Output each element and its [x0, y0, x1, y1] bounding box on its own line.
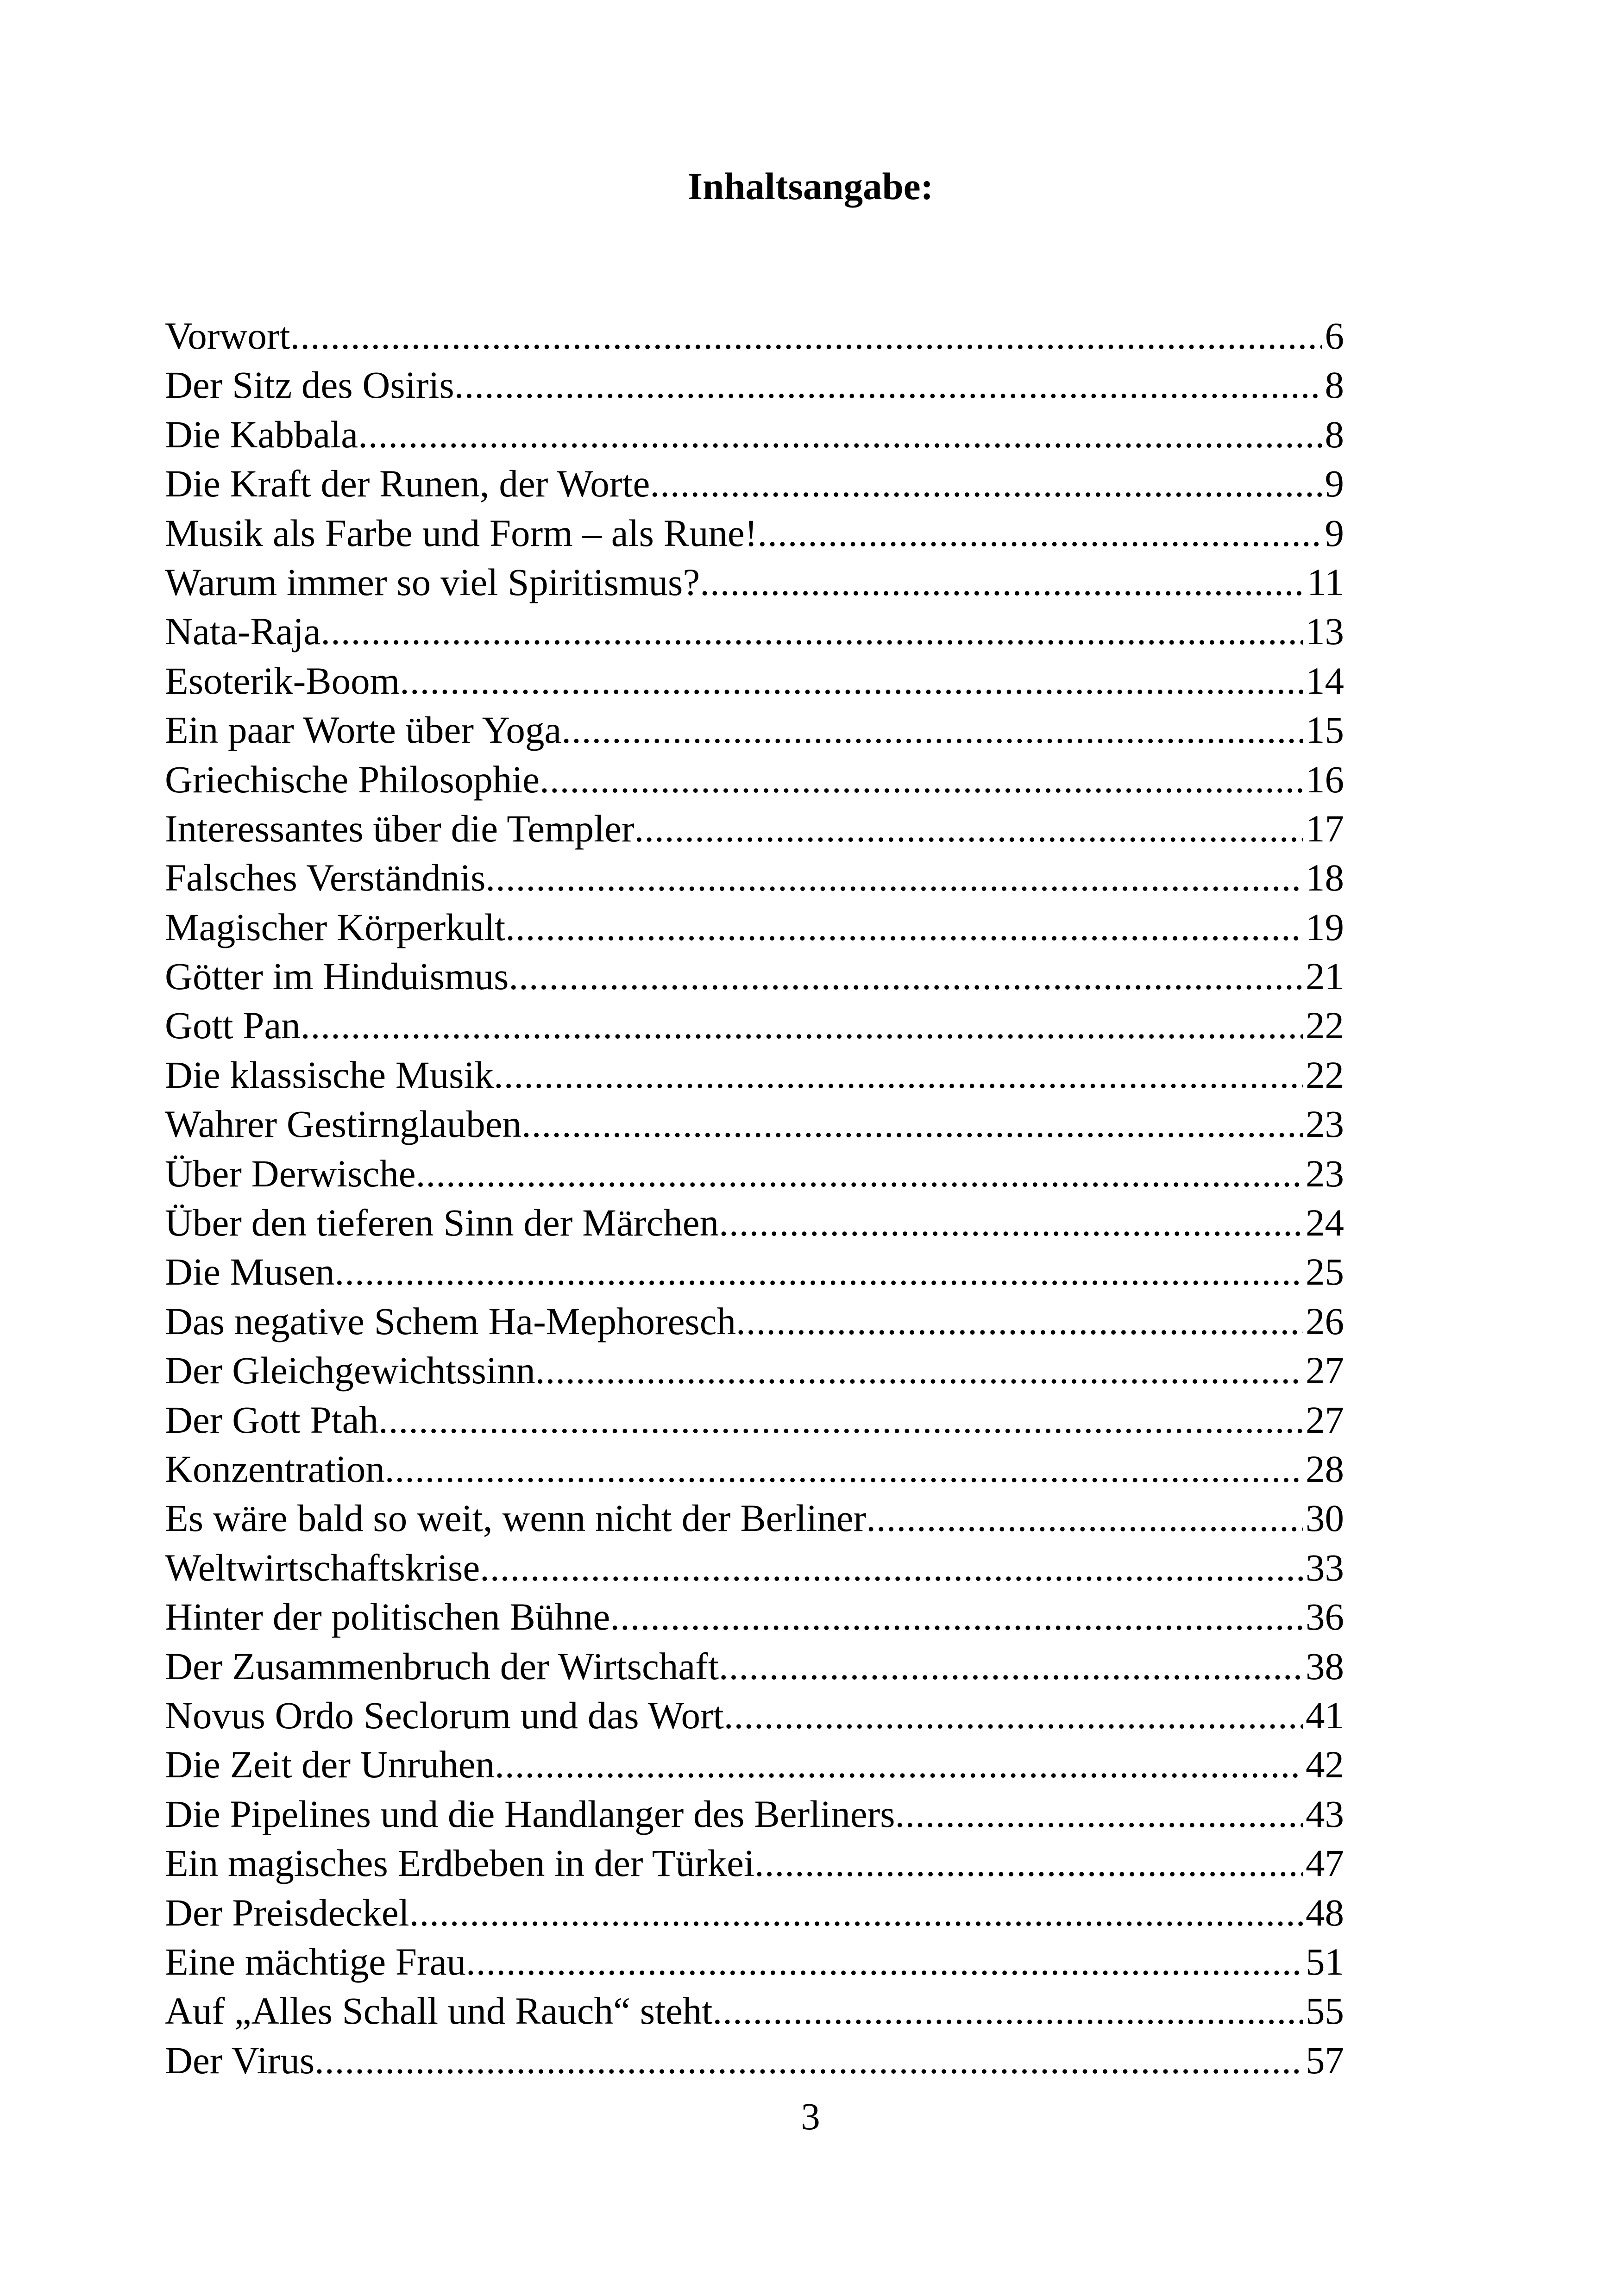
toc-entry	[165, 1789, 1344, 1838]
toc-entry	[165, 1297, 1344, 1346]
toc-dot-leader	[301, 1001, 1303, 1050]
toc-entry	[165, 755, 1344, 804]
page-title: Inhaltsangabe:	[687, 165, 934, 207]
toc-dot-leader	[700, 558, 1304, 607]
toc-entry-page: 19	[1306, 905, 1344, 948]
toc-entry-page: 33	[1306, 1546, 1344, 1589]
toc-entry	[165, 952, 1344, 1001]
toc-entry-page: 43	[1306, 1792, 1344, 1835]
toc-entry-title: Die Pipelines und die Handlanger des Berliners	[165, 1792, 895, 1835]
toc-entry-page: 51	[1306, 1940, 1344, 1983]
toc-dot-leader	[635, 804, 1303, 853]
toc-entry-page: 14	[1306, 659, 1344, 702]
toc-entry-title: Das negative Schem Ha-Mephoresch	[165, 1299, 736, 1342]
toc-entry-page: 13	[1306, 610, 1344, 653]
toc-dot-leader	[866, 1493, 1303, 1543]
toc-dot-leader	[320, 607, 1303, 656]
toc-dot-leader	[358, 410, 1322, 459]
toc-entry-page: 22	[1306, 1004, 1344, 1047]
toc-dot-leader	[505, 903, 1303, 952]
toc-entry-title: Hinter der politischen Bühne	[165, 1595, 610, 1638]
toc-dot-leader	[895, 1789, 1303, 1838]
toc-dot-leader	[535, 1346, 1303, 1395]
toc-dot-leader	[335, 1247, 1303, 1296]
toc-entry	[165, 410, 1344, 459]
toc-entry-page: 36	[1306, 1595, 1344, 1638]
toc-entry-page: 9	[1325, 511, 1344, 554]
toc-entry-page: 55	[1306, 1989, 1344, 2033]
toc-entry-title: Über den tieferen Sinn der Märchen	[165, 1201, 719, 1244]
toc-entry	[165, 2036, 1344, 2085]
toc-entry	[165, 1642, 1344, 1691]
toc-entry-title: Warum immer so viel Spiritismus?	[165, 560, 700, 603]
toc-dot-leader	[485, 853, 1303, 902]
toc-entry-title: Der Gott Ptah	[165, 1398, 379, 1441]
toc-entry-page: 57	[1306, 2039, 1344, 2082]
toc-dot-leader	[400, 656, 1303, 705]
toc-entry-page: 23	[1306, 1152, 1344, 1195]
toc-dot-leader	[385, 1444, 1303, 1493]
toc-entry-page: 26	[1306, 1299, 1344, 1342]
toc-entry	[165, 1838, 1344, 1888]
page-number: 3	[801, 2095, 820, 2138]
toc-entry-title: Der Sitz des Osiris	[165, 364, 454, 407]
toc-entry-title: Esoterik-Boom	[165, 659, 400, 702]
toc-entry	[165, 705, 1344, 754]
toc-entry-page: 48	[1306, 1891, 1344, 1934]
toc-entry-title: Der Preisdeckel	[165, 1891, 409, 1934]
toc-entry-title: Auf „Alles Schall und Rauch“ steht	[165, 1989, 713, 2033]
toc-entry	[165, 1986, 1344, 2035]
toc-entry	[165, 558, 1344, 607]
toc-dot-leader	[754, 1838, 1303, 1888]
toc-entry-title: Die Kraft der Runen, der Worte	[165, 462, 650, 505]
toc-entry	[165, 459, 1344, 508]
toc-entry	[165, 1395, 1344, 1444]
toc-dot-leader	[495, 1740, 1303, 1789]
toc-dot-leader	[719, 1198, 1303, 1247]
toc-entry-page: 9	[1325, 462, 1344, 505]
toc-entry	[165, 1493, 1344, 1543]
toc-entry	[165, 656, 1344, 705]
toc-entry-title: Magischer Körperkult	[165, 905, 506, 948]
toc-entry-page: 23	[1306, 1103, 1344, 1146]
toc-entry-page: 30	[1306, 1497, 1344, 1540]
toc-entry-page: 24	[1306, 1201, 1344, 1244]
toc-entry	[165, 1691, 1344, 1740]
toc-dot-leader	[466, 1937, 1303, 1986]
toc-entry-title: Musik als Farbe und Form – als Rune!	[165, 511, 758, 554]
toc-entry-page: 27	[1306, 1349, 1344, 1392]
toc-entry-title: Die Kabbala	[165, 413, 358, 456]
toc-entry-title: Die Musen	[165, 1250, 335, 1293]
toc-entry-page: 25	[1306, 1250, 1344, 1293]
toc-dot-leader	[540, 755, 1303, 804]
toc-entry	[165, 1937, 1344, 1986]
toc-entry-page: 28	[1306, 1447, 1344, 1490]
toc-dot-leader	[509, 952, 1303, 1001]
toc-entry-page: 22	[1306, 1053, 1344, 1096]
toc-entry-page: 21	[1306, 955, 1344, 998]
toc-entry-title: Der Gleichgewichtssinn	[165, 1349, 535, 1392]
toc-entry-title: Vorwort	[165, 314, 290, 357]
toc-entry	[165, 508, 1344, 558]
toc-dot-leader	[650, 459, 1322, 508]
toc-entry-page: 18	[1306, 856, 1344, 899]
toc-entry-title: Ein paar Worte über Yoga	[165, 709, 562, 752]
toc-entry-title: Konzentration	[165, 1447, 385, 1490]
toc-entry-title: Der Virus	[165, 2039, 315, 2082]
toc-dot-leader	[724, 1691, 1303, 1740]
toc-entry-title: Die klassische Musik	[165, 1053, 494, 1096]
toc-entry-title: Eine mächtige Frau	[165, 1940, 466, 1983]
toc-entry	[165, 1149, 1344, 1198]
toc-entry	[165, 1001, 1344, 1050]
toc-entry-page: 17	[1306, 807, 1344, 850]
toc-entry-title: Wahrer Gestirnglauben	[165, 1103, 521, 1146]
toc-entry	[165, 1099, 1344, 1148]
toc-dot-leader	[736, 1297, 1303, 1346]
toc-entry-title: Griechische Philosophie	[165, 758, 540, 801]
toc-entry-title: Novus Ordo Seclorum und das Wort	[165, 1694, 724, 1737]
toc-entry-page: 41	[1306, 1694, 1344, 1737]
toc-entry-page: 11	[1307, 560, 1344, 603]
toc-entry	[165, 1247, 1344, 1296]
toc-entry	[165, 804, 1344, 853]
toc-dot-leader	[719, 1642, 1303, 1691]
toc-entry	[165, 1198, 1344, 1247]
toc-entry-page: 8	[1325, 413, 1344, 456]
toc-entry-title: Ein magisches Erdbeben in der Türkei	[165, 1842, 755, 1885]
toc-dot-leader	[314, 2036, 1303, 2085]
toc-entry-title: Die Zeit der Unruhen	[165, 1743, 495, 1786]
toc-entry-page: 47	[1306, 1842, 1344, 1885]
toc-entry	[165, 360, 1344, 409]
toc-dot-leader	[378, 1395, 1303, 1444]
toc-entry-title: Interessantes über die Templer	[165, 807, 635, 850]
toc-dot-leader	[610, 1592, 1303, 1641]
toc-entry	[165, 1444, 1344, 1493]
toc-entry	[165, 311, 1344, 360]
toc-entry	[165, 607, 1344, 656]
toc-entry-title: Falsches Verständnis	[165, 856, 486, 899]
toc-entry	[165, 1592, 1344, 1641]
toc-entry-title: Der Zusammenbruch der Wirtschaft	[165, 1644, 719, 1687]
toc-dot-leader	[480, 1543, 1303, 1592]
toc-entry-title: Götter im Hinduismus	[165, 955, 509, 998]
toc-dot-leader	[521, 1099, 1303, 1148]
toc-entry-page: 6	[1325, 314, 1344, 357]
toc-dot-leader	[758, 508, 1322, 558]
toc-entry-title: Nata-Raja	[165, 610, 321, 653]
toc-entry-title: Es wäre bald so weit, wenn nicht der Berliner	[165, 1497, 867, 1540]
toc-entry	[165, 1346, 1344, 1395]
toc-dot-leader	[454, 360, 1322, 409]
toc-entry	[165, 1050, 1344, 1099]
toc-entry-page: 16	[1306, 758, 1344, 801]
toc-dot-leader	[290, 311, 1322, 360]
toc-dot-leader	[561, 705, 1303, 754]
toc-entry	[165, 903, 1344, 952]
toc-entry	[165, 1543, 1344, 1592]
toc-dot-leader	[494, 1050, 1303, 1099]
toc-entry-page: 8	[1325, 364, 1344, 407]
table-of-contents	[165, 311, 1344, 2085]
toc-entry-title: Weltwirtschaftskrise	[165, 1546, 480, 1589]
toc-entry-title: Über Derwische	[165, 1152, 416, 1195]
toc-entry	[165, 1740, 1344, 1789]
toc-entry-page: 27	[1306, 1398, 1344, 1441]
toc-entry-page: 42	[1306, 1743, 1344, 1786]
toc-entry-page: 15	[1306, 709, 1344, 752]
toc-entry	[165, 1888, 1344, 1937]
toc-dot-leader	[409, 1888, 1303, 1937]
toc-entry	[165, 853, 1344, 902]
toc-dot-leader	[712, 1986, 1303, 2035]
toc-entry-page: 38	[1306, 1644, 1344, 1687]
toc-entry-title: Gott Pan	[165, 1004, 301, 1047]
toc-dot-leader	[416, 1149, 1303, 1198]
